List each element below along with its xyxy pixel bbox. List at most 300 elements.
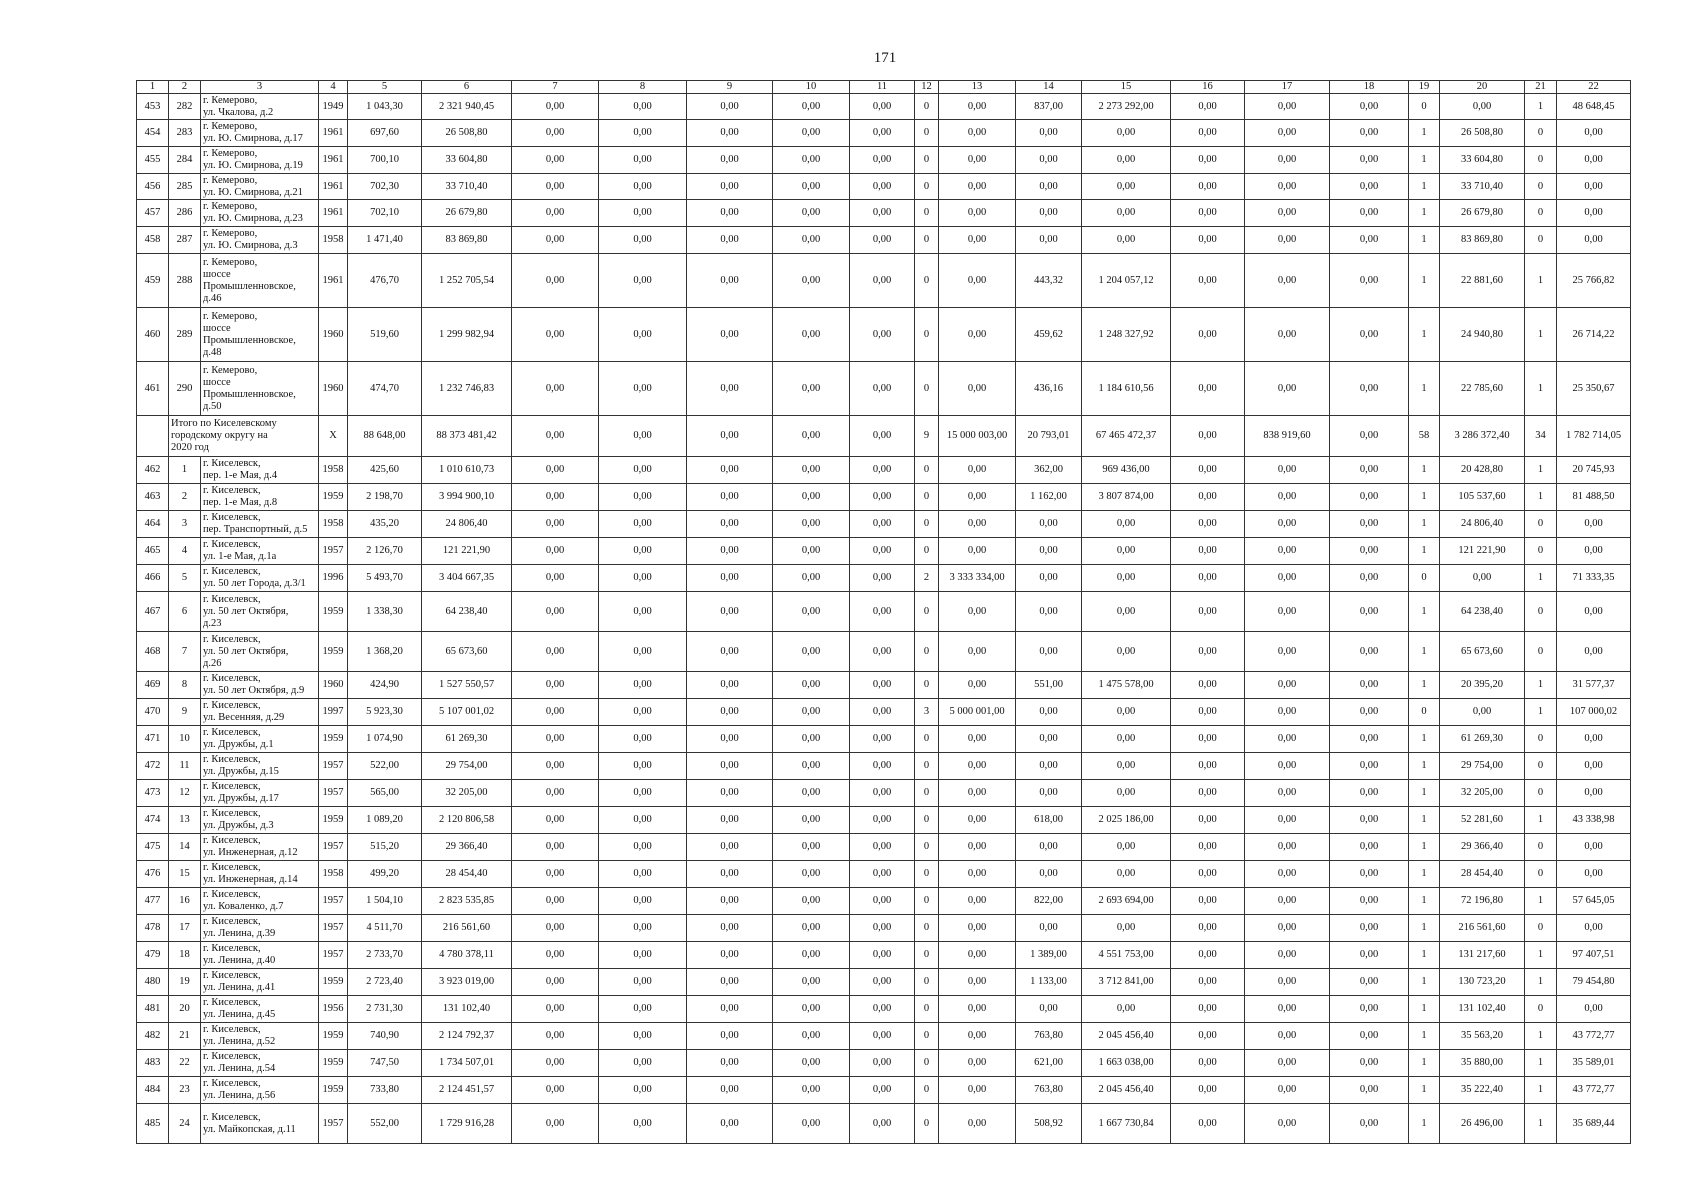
cell-col-12: 0 — [915, 1023, 939, 1050]
cell-col-16: 0,00 — [1171, 996, 1245, 1023]
cell-col-10: 0,00 — [773, 592, 850, 632]
cell-col-15: 0,00 — [1082, 592, 1171, 632]
total-cell-col-7: 0,00 — [512, 416, 599, 457]
cell-col-21: 0 — [1525, 726, 1557, 753]
cell-col-9: 0,00 — [687, 147, 773, 174]
cell-col-1: 468 — [137, 632, 169, 672]
cell-col-10: 0,00 — [773, 538, 850, 565]
cell-col-8: 0,00 — [599, 120, 687, 147]
table-row — [137, 200, 1631, 227]
cell-col-15: 0,00 — [1082, 632, 1171, 672]
cell-col-3: г. Киселевск, ул. 50 лет Города, д.3/1 — [201, 565, 319, 592]
cell-col-13: 0,00 — [939, 94, 1016, 120]
cell-col-3: г. Кемерово, шоссе Промышленновское, д.46 — [201, 254, 319, 308]
cell-col-2: 7 — [169, 632, 201, 672]
cell-col-4: 1960 — [319, 308, 348, 362]
cell-col-17: 0,00 — [1245, 1077, 1330, 1104]
cell-col-14: 436,16 — [1016, 362, 1082, 416]
cell-col-19: 1 — [1409, 538, 1440, 565]
cell-col-6: 3 923 019,00 — [422, 969, 512, 996]
cell-col-9: 0,00 — [687, 942, 773, 969]
cell-col-1: 467 — [137, 592, 169, 632]
total-cell-col-13: 15 000 003,00 — [939, 416, 1016, 457]
cell-col-16: 0,00 — [1171, 147, 1245, 174]
cell-col-18: 0,00 — [1330, 308, 1409, 362]
cell-col-15: 0,00 — [1082, 200, 1171, 227]
cell-col-8: 0,00 — [599, 362, 687, 416]
cell-col-19: 1 — [1409, 147, 1440, 174]
cell-col-9: 0,00 — [687, 807, 773, 834]
cell-col-12: 0 — [915, 834, 939, 861]
cell-col-6: 131 102,40 — [422, 996, 512, 1023]
cell-col-3: г. Киселевск, ул. Дружбы, д.3 — [201, 807, 319, 834]
cell-col-12: 0 — [915, 672, 939, 699]
cell-col-20: 121 221,90 — [1440, 538, 1525, 565]
cell-col-17: 0,00 — [1245, 753, 1330, 780]
cell-col-12: 0 — [915, 1104, 939, 1144]
cell-col-6: 1 527 550,57 — [422, 672, 512, 699]
cell-col-3: г. Киселевск, ул. Майкопская, д.11 — [201, 1104, 319, 1144]
cell-col-14: 837,00 — [1016, 94, 1082, 120]
column-number-header: 6 — [422, 81, 512, 94]
cell-col-14: 0,00 — [1016, 120, 1082, 147]
cell-col-21: 1 — [1525, 94, 1557, 120]
table-row — [137, 120, 1631, 147]
cell-col-3: г. Киселевск, пер. 1-е Мая, д.4 — [201, 457, 319, 484]
table-row — [137, 254, 1631, 308]
cell-col-9: 0,00 — [687, 1104, 773, 1144]
cell-col-16: 0,00 — [1171, 969, 1245, 996]
total-cell-col-10: 0,00 — [773, 416, 850, 457]
cell-col-8: 0,00 — [599, 565, 687, 592]
cell-col-11: 0,00 — [850, 942, 915, 969]
cell-col-3: г. Киселевск, ул. Коваленко, д.7 — [201, 888, 319, 915]
cell-col-3: г. Киселевск, ул. Весенняя, д.29 — [201, 699, 319, 726]
cell-col-16: 0,00 — [1171, 915, 1245, 942]
cell-col-12: 0 — [915, 254, 939, 308]
cell-col-20: 20 428,80 — [1440, 457, 1525, 484]
cell-col-12: 0 — [915, 120, 939, 147]
cell-col-14: 0,00 — [1016, 592, 1082, 632]
cell-col-13: 0,00 — [939, 726, 1016, 753]
cell-col-11: 0,00 — [850, 996, 915, 1023]
cell-col-14: 459,62 — [1016, 308, 1082, 362]
cell-col-2: 3 — [169, 511, 201, 538]
cell-col-2: 19 — [169, 969, 201, 996]
cell-col-16: 0,00 — [1171, 511, 1245, 538]
cell-col-12: 0 — [915, 484, 939, 511]
cell-col-3: г. Киселевск, ул. Ленина, д.40 — [201, 942, 319, 969]
cell-col-7: 0,00 — [512, 699, 599, 726]
cell-col-15: 1 184 610,56 — [1082, 362, 1171, 416]
cell-col-9: 0,00 — [687, 1023, 773, 1050]
column-number-header: 11 — [850, 81, 915, 94]
cell-col-1: 470 — [137, 699, 169, 726]
cell-col-14: 0,00 — [1016, 726, 1082, 753]
cell-col-9: 0,00 — [687, 699, 773, 726]
housing-register-table — [136, 80, 1631, 1144]
cell-col-17: 0,00 — [1245, 672, 1330, 699]
cell-col-22: 0,00 — [1557, 753, 1631, 780]
cell-col-2: 13 — [169, 807, 201, 834]
cell-col-2: 21 — [169, 1023, 201, 1050]
cell-col-4: 1959 — [319, 726, 348, 753]
cell-col-5: 740,90 — [348, 1023, 422, 1050]
cell-col-21: 0 — [1525, 120, 1557, 147]
cell-col-9: 0,00 — [687, 200, 773, 227]
cell-col-4: 1961 — [319, 200, 348, 227]
cell-col-20: 72 196,80 — [1440, 888, 1525, 915]
cell-col-7: 0,00 — [512, 1023, 599, 1050]
cell-col-3: г. Киселевск, ул. Дружбы, д.1 — [201, 726, 319, 753]
cell-col-21: 1 — [1525, 1023, 1557, 1050]
cell-col-17: 0,00 — [1245, 147, 1330, 174]
cell-col-10: 0,00 — [773, 1077, 850, 1104]
cell-col-1: 474 — [137, 807, 169, 834]
cell-col-21: 0 — [1525, 174, 1557, 200]
cell-col-20: 35 563,20 — [1440, 1023, 1525, 1050]
cell-col-15: 969 436,00 — [1082, 457, 1171, 484]
cell-col-1: 473 — [137, 780, 169, 807]
cell-col-19: 1 — [1409, 632, 1440, 672]
cell-col-1: 454 — [137, 120, 169, 147]
cell-col-2: 15 — [169, 861, 201, 888]
cell-col-2: 5 — [169, 565, 201, 592]
cell-col-22: 0,00 — [1557, 147, 1631, 174]
cell-col-20: 24 940,80 — [1440, 308, 1525, 362]
cell-col-3: г. Киселевск, ул. 50 лет Октября, д.23 — [201, 592, 319, 632]
table-row — [137, 888, 1631, 915]
cell-col-21: 0 — [1525, 753, 1557, 780]
cell-col-17: 0,00 — [1245, 457, 1330, 484]
cell-col-21: 1 — [1525, 1050, 1557, 1077]
cell-col-10: 0,00 — [773, 699, 850, 726]
cell-col-5: 1 043,30 — [348, 94, 422, 120]
cell-col-13: 0,00 — [939, 807, 1016, 834]
cell-col-15: 1 667 730,84 — [1082, 1104, 1171, 1144]
cell-col-20: 26 496,00 — [1440, 1104, 1525, 1144]
cell-col-21: 0 — [1525, 861, 1557, 888]
cell-col-8: 0,00 — [599, 308, 687, 362]
cell-col-8: 0,00 — [599, 227, 687, 254]
cell-col-10: 0,00 — [773, 362, 850, 416]
cell-col-10: 0,00 — [773, 969, 850, 996]
table-row — [137, 308, 1631, 362]
cell-col-13: 0,00 — [939, 592, 1016, 632]
cell-col-13: 0,00 — [939, 511, 1016, 538]
cell-col-17: 0,00 — [1245, 565, 1330, 592]
cell-col-5: 2 126,70 — [348, 538, 422, 565]
cell-col-6: 2 321 940,45 — [422, 94, 512, 120]
cell-col-20: 35 880,00 — [1440, 1050, 1525, 1077]
cell-col-10: 0,00 — [773, 1050, 850, 1077]
cell-col-22: 35 689,44 — [1557, 1104, 1631, 1144]
table-row — [137, 592, 1631, 632]
cell-col-19: 1 — [1409, 511, 1440, 538]
cell-col-12: 0 — [915, 1050, 939, 1077]
cell-col-11: 0,00 — [850, 592, 915, 632]
cell-col-14: 0,00 — [1016, 834, 1082, 861]
cell-col-18: 0,00 — [1330, 699, 1409, 726]
cell-col-14: 822,00 — [1016, 888, 1082, 915]
cell-col-1: 485 — [137, 1104, 169, 1144]
cell-col-18: 0,00 — [1330, 888, 1409, 915]
cell-col-8: 0,00 — [599, 942, 687, 969]
cell-col-10: 0,00 — [773, 1104, 850, 1144]
total-cell-col-21: 34 — [1525, 416, 1557, 457]
cell-col-13: 0,00 — [939, 457, 1016, 484]
cell-col-2: 20 — [169, 996, 201, 1023]
cell-col-4: 1961 — [319, 174, 348, 200]
cell-col-4: 1997 — [319, 699, 348, 726]
cell-col-21: 0 — [1525, 200, 1557, 227]
cell-col-1: 480 — [137, 969, 169, 996]
cell-col-6: 1 299 982,94 — [422, 308, 512, 362]
cell-col-15: 2 273 292,00 — [1082, 94, 1171, 120]
cell-col-3: г. Киселевск, ул. 50 лет Октября, д.26 — [201, 632, 319, 672]
cell-col-12: 0 — [915, 592, 939, 632]
cell-col-15: 2 045 456,40 — [1082, 1023, 1171, 1050]
cell-col-22: 107 000,02 — [1557, 699, 1631, 726]
cell-col-4: 1959 — [319, 1077, 348, 1104]
cell-col-6: 2 823 535,85 — [422, 888, 512, 915]
cell-col-15: 0,00 — [1082, 511, 1171, 538]
cell-col-19: 1 — [1409, 174, 1440, 200]
cell-col-12: 0 — [915, 538, 939, 565]
cell-col-15: 2 045 456,40 — [1082, 1077, 1171, 1104]
cell-col-13: 3 333 334,00 — [939, 565, 1016, 592]
cell-col-22: 57 645,05 — [1557, 888, 1631, 915]
cell-col-20: 61 269,30 — [1440, 726, 1525, 753]
cell-col-17: 0,00 — [1245, 254, 1330, 308]
cell-col-11: 0,00 — [850, 1077, 915, 1104]
cell-col-16: 0,00 — [1171, 565, 1245, 592]
cell-col-10: 0,00 — [773, 200, 850, 227]
cell-col-13: 0,00 — [939, 780, 1016, 807]
cell-col-13: 0,00 — [939, 254, 1016, 308]
cell-col-16: 0,00 — [1171, 538, 1245, 565]
cell-col-16: 0,00 — [1171, 834, 1245, 861]
table-row — [137, 457, 1631, 484]
cell-col-20: 22 881,60 — [1440, 254, 1525, 308]
cell-col-12: 0 — [915, 511, 939, 538]
cell-col-21: 0 — [1525, 632, 1557, 672]
cell-col-8: 0,00 — [599, 861, 687, 888]
cell-col-17: 0,00 — [1245, 1104, 1330, 1144]
cell-col-5: 1 338,30 — [348, 592, 422, 632]
cell-col-21: 0 — [1525, 538, 1557, 565]
cell-col-11: 0,00 — [850, 362, 915, 416]
cell-col-12: 0 — [915, 753, 939, 780]
cell-col-21: 0 — [1525, 511, 1557, 538]
cell-col-21: 1 — [1525, 1077, 1557, 1104]
table-row — [137, 94, 1631, 120]
cell-col-10: 0,00 — [773, 147, 850, 174]
cell-col-11: 0,00 — [850, 699, 915, 726]
cell-col-19: 1 — [1409, 592, 1440, 632]
cell-col-22: 20 745,93 — [1557, 457, 1631, 484]
cell-col-13: 0,00 — [939, 538, 1016, 565]
cell-col-21: 1 — [1525, 1104, 1557, 1144]
cell-col-5: 474,70 — [348, 362, 422, 416]
cell-col-18: 0,00 — [1330, 254, 1409, 308]
cell-col-5: 522,00 — [348, 753, 422, 780]
cell-col-18: 0,00 — [1330, 94, 1409, 120]
cell-col-8: 0,00 — [599, 834, 687, 861]
cell-col-17: 0,00 — [1245, 699, 1330, 726]
cell-col-19: 1 — [1409, 200, 1440, 227]
table-row — [137, 362, 1631, 416]
cell-col-17: 0,00 — [1245, 942, 1330, 969]
column-number-header: 16 — [1171, 81, 1245, 94]
cell-col-20: 0,00 — [1440, 699, 1525, 726]
cell-col-20: 0,00 — [1440, 565, 1525, 592]
total-cell-col-18: 0,00 — [1330, 416, 1409, 457]
cell-col-14: 1 133,00 — [1016, 969, 1082, 996]
cell-col-14: 763,80 — [1016, 1023, 1082, 1050]
cell-col-20: 131 217,60 — [1440, 942, 1525, 969]
cell-col-12: 0 — [915, 996, 939, 1023]
cell-col-16: 0,00 — [1171, 1023, 1245, 1050]
cell-col-10: 0,00 — [773, 254, 850, 308]
cell-col-4: 1959 — [319, 592, 348, 632]
cell-col-3: г. Кемерово, ул. Ю. Смирнова, д.3 — [201, 227, 319, 254]
cell-col-16: 0,00 — [1171, 726, 1245, 753]
cell-col-13: 0,00 — [939, 120, 1016, 147]
cell-col-14: 0,00 — [1016, 147, 1082, 174]
cell-col-2: 11 — [169, 753, 201, 780]
cell-col-19: 1 — [1409, 227, 1440, 254]
cell-col-16: 0,00 — [1171, 861, 1245, 888]
cell-col-4: 1960 — [319, 672, 348, 699]
cell-col-21: 1 — [1525, 565, 1557, 592]
cell-col-2: 24 — [169, 1104, 201, 1144]
cell-col-22: 0,00 — [1557, 511, 1631, 538]
cell-col-8: 0,00 — [599, 200, 687, 227]
cell-col-3: г. Киселевск, ул. Ленина, д.41 — [201, 969, 319, 996]
cell-col-18: 0,00 — [1330, 726, 1409, 753]
cell-col-6: 65 673,60 — [422, 632, 512, 672]
column-number-header: 18 — [1330, 81, 1409, 94]
column-number-row — [137, 81, 1631, 94]
cell-col-9: 0,00 — [687, 780, 773, 807]
table-row — [137, 699, 1631, 726]
column-number-header: 15 — [1082, 81, 1171, 94]
cell-col-18: 0,00 — [1330, 753, 1409, 780]
cell-col-20: 29 366,40 — [1440, 834, 1525, 861]
cell-col-10: 0,00 — [773, 861, 850, 888]
cell-col-12: 0 — [915, 308, 939, 362]
cell-col-4: 1996 — [319, 565, 348, 592]
cell-col-5: 5 923,30 — [348, 699, 422, 726]
cell-col-21: 1 — [1525, 942, 1557, 969]
cell-col-10: 0,00 — [773, 484, 850, 511]
cell-col-11: 0,00 — [850, 147, 915, 174]
cell-col-19: 0 — [1409, 94, 1440, 120]
cell-col-22: 0,00 — [1557, 538, 1631, 565]
cell-col-1: 459 — [137, 254, 169, 308]
table-row — [137, 1023, 1631, 1050]
cell-col-20: 33 604,80 — [1440, 147, 1525, 174]
cell-col-9: 0,00 — [687, 726, 773, 753]
cell-col-13: 5 000 001,00 — [939, 699, 1016, 726]
cell-col-5: 697,60 — [348, 120, 422, 147]
cell-col-21: 0 — [1525, 147, 1557, 174]
table-row — [137, 915, 1631, 942]
column-number-header: 2 — [169, 81, 201, 94]
cell-col-2: 18 — [169, 942, 201, 969]
column-number-header: 22 — [1557, 81, 1631, 94]
cell-col-6: 2 120 806,58 — [422, 807, 512, 834]
column-number-header: 14 — [1016, 81, 1082, 94]
cell-col-7: 0,00 — [512, 780, 599, 807]
cell-col-16: 0,00 — [1171, 457, 1245, 484]
cell-col-17: 0,00 — [1245, 592, 1330, 632]
table-row — [137, 753, 1631, 780]
cell-col-3: г. Кемерово, ул. Чкалова, д.2 — [201, 94, 319, 120]
cell-col-15: 1 663 038,00 — [1082, 1050, 1171, 1077]
cell-col-3: г. Киселевск, пер. Транспортный, д.5 — [201, 511, 319, 538]
cell-col-22: 79 454,80 — [1557, 969, 1631, 996]
table-row — [137, 996, 1631, 1023]
cell-col-2: 286 — [169, 200, 201, 227]
cell-col-8: 0,00 — [599, 1104, 687, 1144]
cell-col-5: 2 723,40 — [348, 969, 422, 996]
cell-col-9: 0,00 — [687, 996, 773, 1023]
cell-col-16: 0,00 — [1171, 753, 1245, 780]
cell-col-3: г. Киселевск, ул. 50 лет Октября, д.9 — [201, 672, 319, 699]
cell-col-15: 0,00 — [1082, 699, 1171, 726]
column-number-header: 20 — [1440, 81, 1525, 94]
cell-col-12: 0 — [915, 915, 939, 942]
cell-col-7: 0,00 — [512, 942, 599, 969]
cell-col-5: 1 074,90 — [348, 726, 422, 753]
cell-col-6: 83 869,80 — [422, 227, 512, 254]
cell-col-8: 0,00 — [599, 254, 687, 308]
cell-col-10: 0,00 — [773, 227, 850, 254]
cell-col-13: 0,00 — [939, 632, 1016, 672]
cell-col-17: 0,00 — [1245, 888, 1330, 915]
cell-col-11: 0,00 — [850, 120, 915, 147]
cell-col-13: 0,00 — [939, 1104, 1016, 1144]
cell-col-4: 1958 — [319, 457, 348, 484]
cell-col-5: 515,20 — [348, 834, 422, 861]
cell-col-4: 1957 — [319, 915, 348, 942]
cell-col-21: 0 — [1525, 834, 1557, 861]
cell-col-21: 1 — [1525, 672, 1557, 699]
column-number-header: 10 — [773, 81, 850, 94]
cell-col-5: 747,50 — [348, 1050, 422, 1077]
cell-col-4: 1959 — [319, 969, 348, 996]
cell-col-14: 0,00 — [1016, 632, 1082, 672]
cell-col-3: г. Киселевск, ул. Ленина, д.56 — [201, 1077, 319, 1104]
cell-col-19: 1 — [1409, 1104, 1440, 1144]
column-number-header: 1 — [137, 81, 169, 94]
cell-col-10: 0,00 — [773, 753, 850, 780]
cell-col-8: 0,00 — [599, 94, 687, 120]
cell-col-17: 0,00 — [1245, 807, 1330, 834]
column-number-header: 12 — [915, 81, 939, 94]
cell-col-3: г. Киселевск, пер. 1-е Мая, д.8 — [201, 484, 319, 511]
cell-col-19: 1 — [1409, 915, 1440, 942]
cell-col-1: 481 — [137, 996, 169, 1023]
cell-col-1: 462 — [137, 457, 169, 484]
table-row — [137, 861, 1631, 888]
cell-col-16: 0,00 — [1171, 807, 1245, 834]
column-number-header: 7 — [512, 81, 599, 94]
cell-col-9: 0,00 — [687, 511, 773, 538]
cell-col-17: 0,00 — [1245, 484, 1330, 511]
